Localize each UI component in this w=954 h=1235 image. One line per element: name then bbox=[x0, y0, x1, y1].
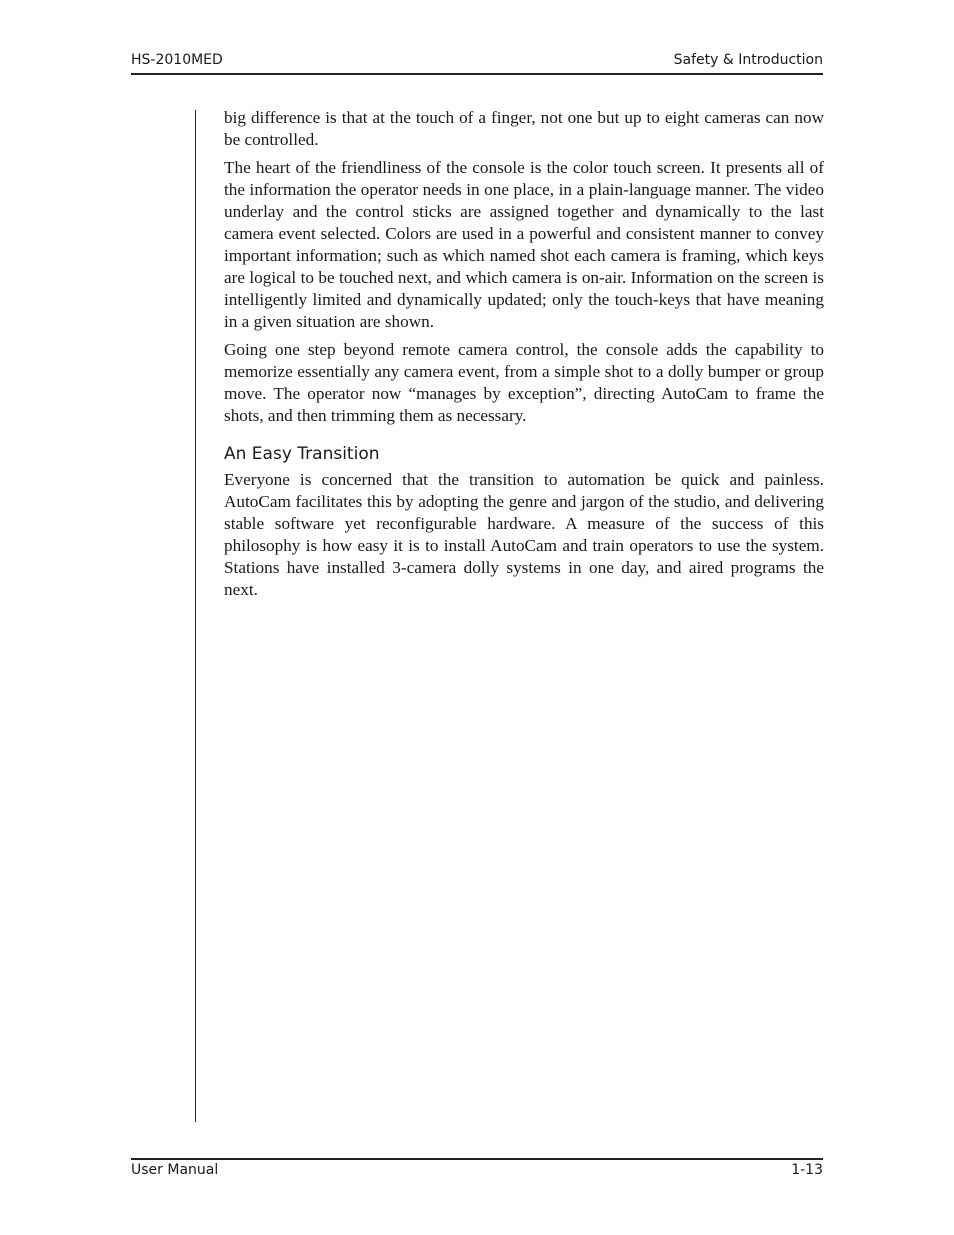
page-number: 1-13 bbox=[791, 1162, 823, 1178]
section-heading: An Easy Transition bbox=[224, 444, 380, 464]
paragraph-easy-transition: Everyone is concerned that the transition to automation be quick and painless. AutoCam facilitates this by adopting the genre and jargon of the studio, and delivering stable software yet reconfigurable hardware. A measure of the success of this philosophy is how easy it is to install AutoCam and train operators to use the system. Stations have installed 3-camera dolly systems in one day, and aired programs the next. bbox=[224, 470, 824, 599]
header-section-title: Safety & Introduction bbox=[673, 52, 823, 68]
footer-rule bbox=[131, 1158, 823, 1160]
header-document-id: HS-2010MED bbox=[131, 52, 223, 68]
page-body bbox=[224, 107, 824, 607]
paragraph-camera-control: Going one step beyond remote camera control, the console adds the capability to memorize essentially any camera event, from a simple shot to a dolly bumper or group move. The operator now “manages by exception”, directing AutoCam to frame the shots, and then trimming them as necessary. bbox=[224, 340, 824, 425]
paragraph-continuation: big difference is that at the touch of a finger, not one but up to eight cameras can now be controlled. bbox=[224, 108, 824, 149]
header-rule bbox=[131, 73, 823, 75]
page-footer bbox=[131, 1161, 823, 1179]
footer-manual-title: User Manual bbox=[131, 1162, 219, 1178]
page-header bbox=[131, 51, 823, 69]
change-bar bbox=[195, 110, 196, 1122]
paragraph-touch-screen: The heart of the friendliness of the console is the color touch screen. It presents all of the information the operator needs in one place, in a plain-language manner. The video underlay and the control sticks are assigned together and dynamically to the last camera event selected. Colors are used in a powerful and consistent manner to convey important information; such as which named shot each camera is framing, which keys are logical to be touched next, and which camera is on-air. Information on the screen is intelligently limited and dynamically updated; only the touch-keys that have meaning in a given situation are shown. bbox=[224, 158, 824, 331]
